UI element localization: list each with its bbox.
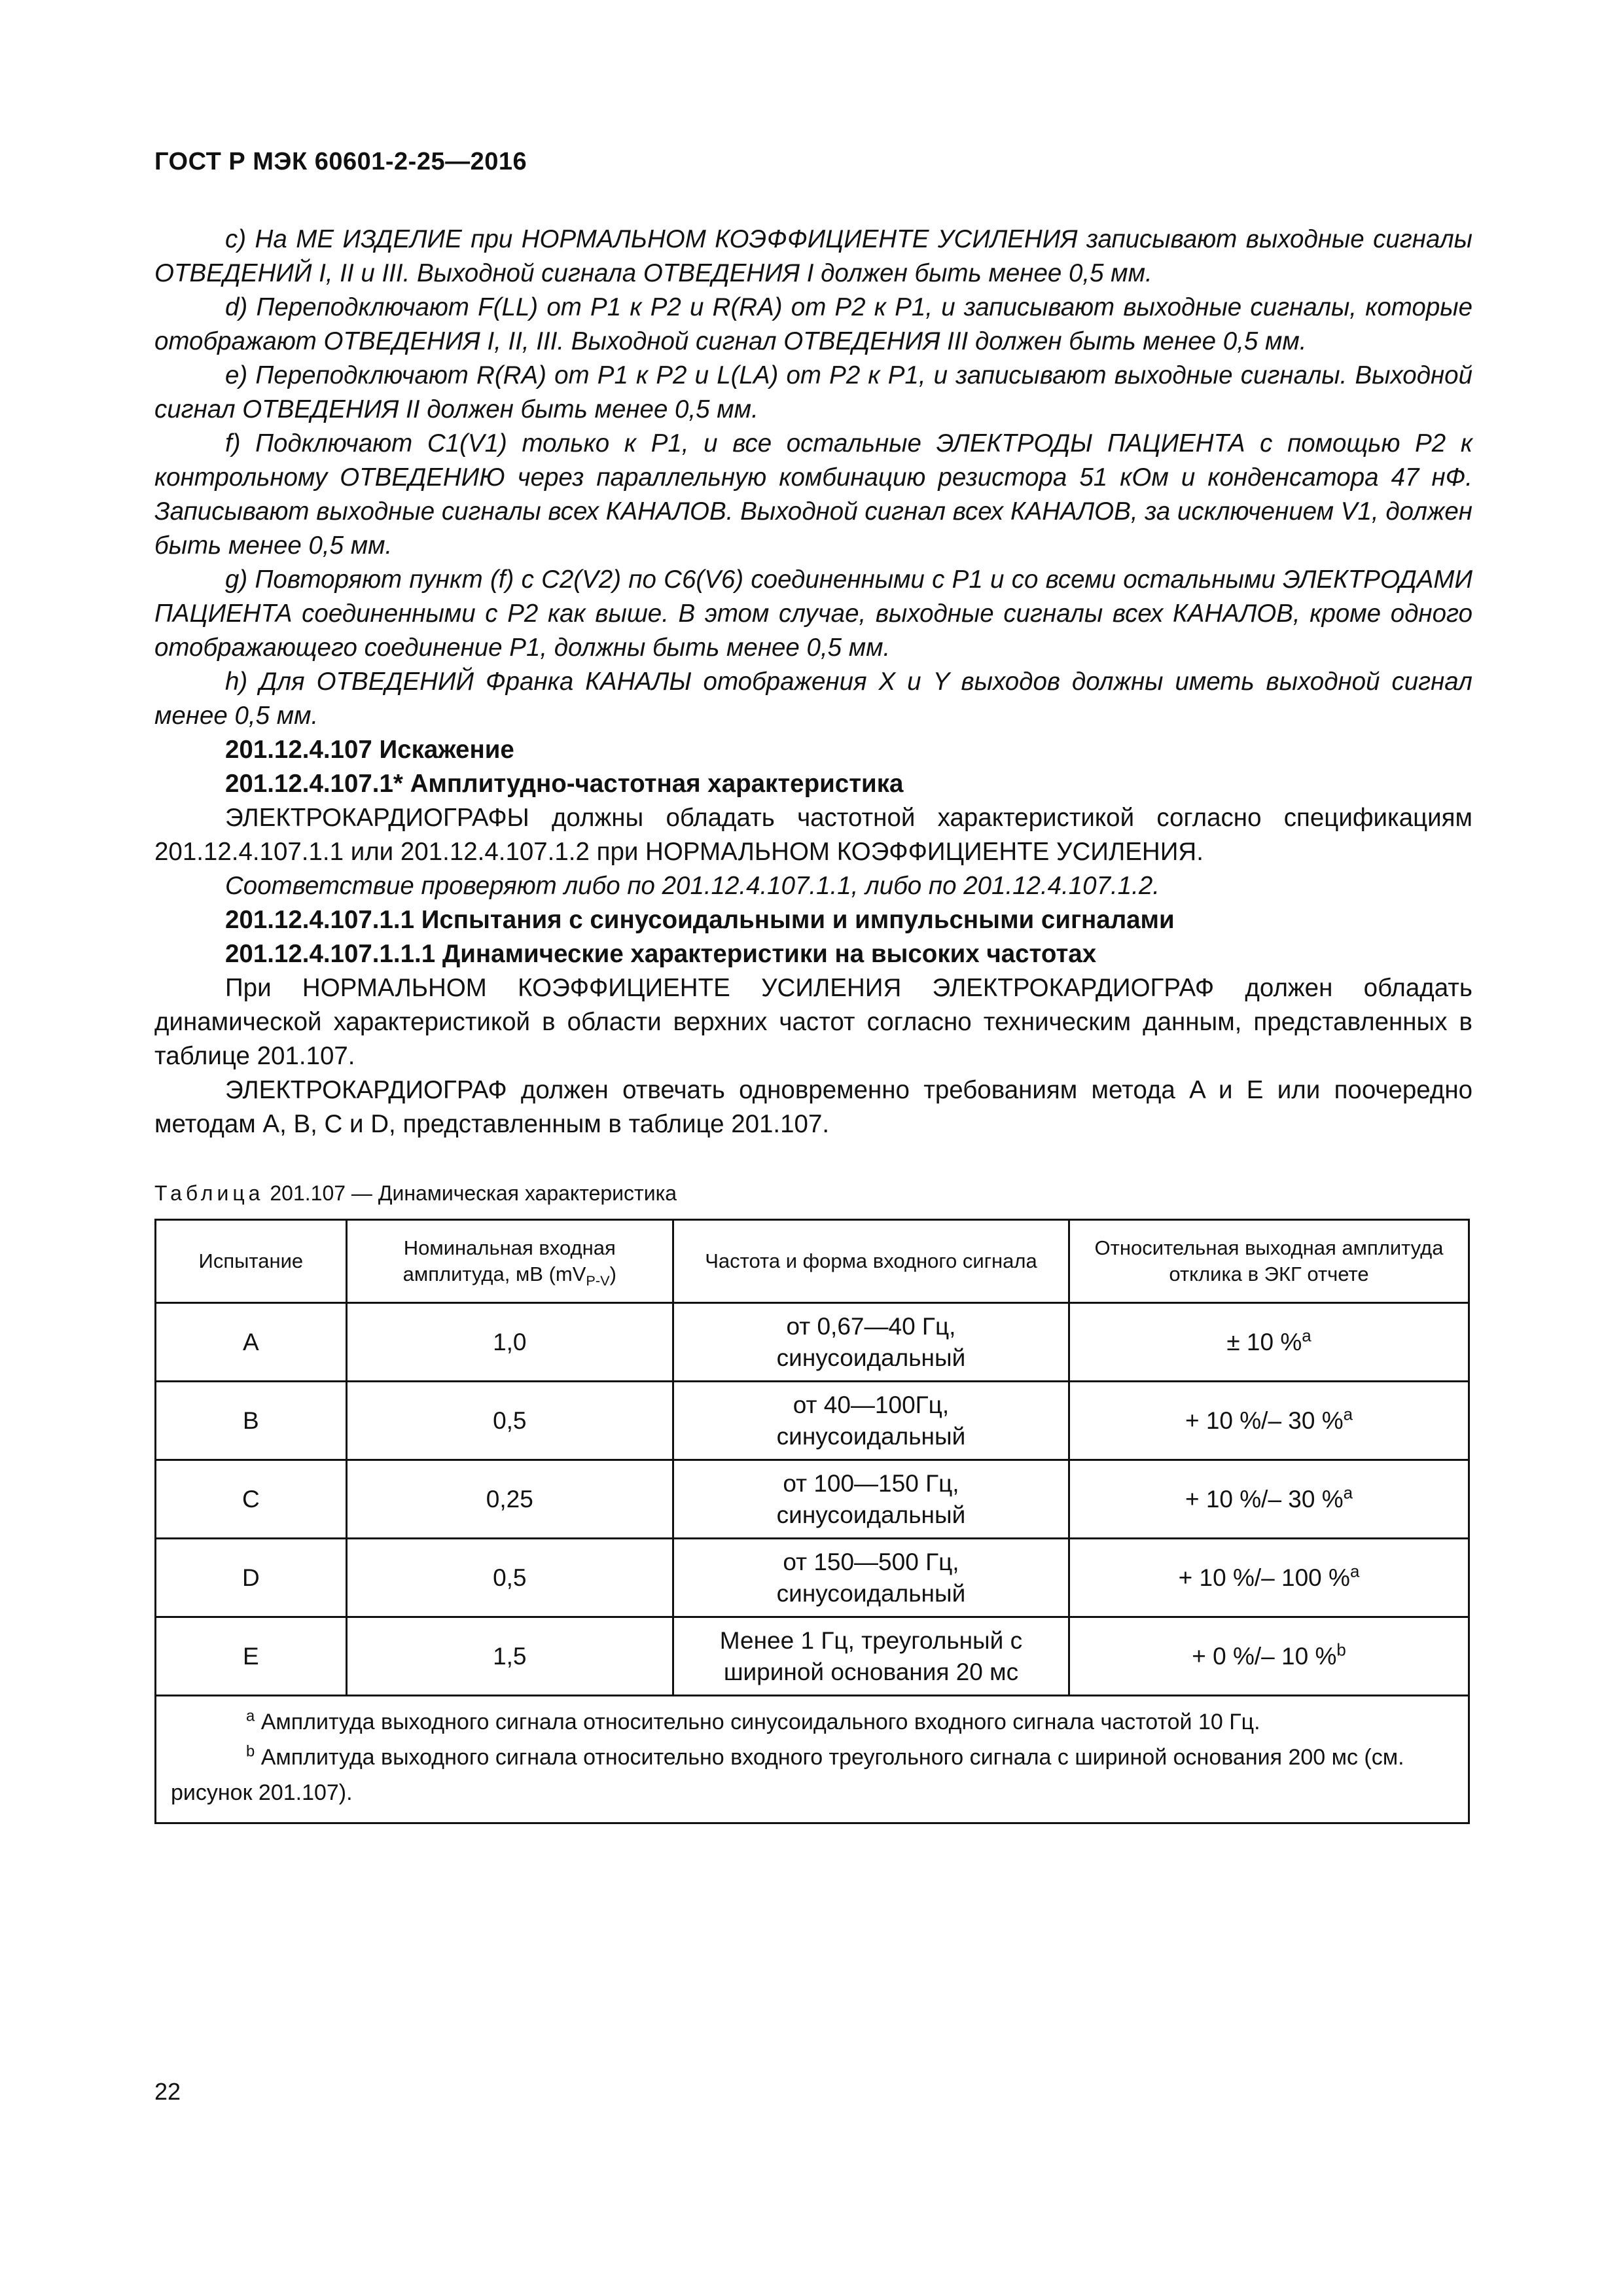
cell-response: + 10 %/– 30 %$^a$	[1069, 1460, 1469, 1539]
section-heading-distortion: 201.12.4.107 Искажение	[225, 736, 514, 764]
table-row	[156, 1539, 1469, 1617]
table-header-row	[156, 1220, 1469, 1303]
cell-test: D	[156, 1539, 347, 1617]
table-notes	[156, 1696, 1469, 1823]
cell-amplitude: 1,5	[346, 1617, 673, 1696]
cell-response: + 10 %/– 100 %$^a$	[1069, 1539, 1469, 1617]
table-row	[156, 1303, 1469, 1382]
item-f: f) Подключают C1(V1) только к P1, и все остальные ЭЛЕКТРОДЫ ПАЦИЕНТА с помощью P2 к контрольному ОТВЕДЕНИЮ через параллельную комбинацию резистора 51 кОм и конденсатора 47 нФ. Записывают выходные сигналы всех КАНАЛОВ. Выходной сигнал всех КАНАЛОВ, за исключением V1, должен быть менее 0,5 мм.	[154, 429, 1472, 560]
table-caption-prefix: Таблица	[154, 1181, 264, 1205]
cell-response: + 0 %/– 10 %$^b$	[1069, 1617, 1469, 1696]
section-heading-frequency-response: 201.12.4.107.1* Амплитудно-частотная характеристика	[225, 770, 904, 798]
cell-test: A	[156, 1303, 347, 1382]
cell-frequency: Менее 1 Гц, треугольный с шириной основания 20 мс	[673, 1617, 1069, 1696]
table-row	[156, 1460, 1469, 1539]
cell-test: B	[156, 1382, 347, 1460]
footnote-b: $^b$ Амплитуда выходного сигнала относительно входного треугольного сигнала с шириной основания 200 мс (см. рисунок 201.107).	[171, 1742, 1404, 1805]
cell-test: C	[156, 1460, 347, 1539]
header-amplitude: Номинальная входная амплитуда, мВ $(mV_{P-V})$	[346, 1220, 673, 1303]
methods-paragraph: ЭЛЕКТРОКАРДИОГРАФ должен отвечать одновременно требованиям метода A и E или поочередно методам A, B, C и D, представленным в таблице 201.107.	[154, 1076, 1472, 1138]
item-g: g) Повторяют пункт (f) с C2(V2) по C6(V6) соединенными с P1 и со всеми остальными ЭЛЕКТРОДАМИ ПАЦИЕНТА соединенными с P2 как выше. В этом случае, выходные сигналы всех КАНАЛОВ, кроме одного отображающего соединение P1, должны быть менее 0,5 мм.	[154, 565, 1472, 662]
cell-frequency: от 0,67—40 Гц, синусоидальный	[673, 1303, 1069, 1382]
cell-frequency: от 40—100Гц, синусоидальный	[673, 1382, 1069, 1460]
table-caption-title: 201.107 — Динамическая характеристика	[264, 1181, 677, 1205]
item-h: h) Для ОТВЕДЕНИЙ Франка КАНАЛЫ отображения X и Y выходов должны иметь выходной сигнал менее 0,5 мм.	[154, 668, 1472, 730]
section-heading-dynamic: 201.12.4.107.1.1.1 Динамические характеристики на высоких частотах	[225, 940, 1097, 968]
table-caption	[154, 1181, 677, 1206]
table-notes-row	[156, 1696, 1469, 1823]
cell-test: E	[156, 1617, 347, 1696]
dynamic-characteristic-table	[154, 1219, 1470, 1824]
item-c: c) На МЕ ИЗДЕЛИЕ при НОРМАЛЬНОМ КОЭФФИЦИЕНТЕ УСИЛЕНИЯ записывают выходные сигналы ОТВЕДЕНИЙ I, II и III. Выходной сигнала ОТВЕДЕНИЯ I должен быть менее 0,5 мм.	[154, 225, 1472, 287]
document-header: ГОСТ Р МЭК 60601-2-25—2016	[154, 148, 527, 175]
document-body	[154, 223, 1472, 1141]
cell-frequency: от 100—150 Гц, синусоидальный	[673, 1460, 1069, 1539]
table-row	[156, 1382, 1469, 1460]
cell-amplitude: 0,25	[346, 1460, 673, 1539]
page-number: 22	[154, 2078, 181, 2105]
table-row	[156, 1617, 1469, 1696]
header-frequency: Частота и форма входного сигнала	[673, 1220, 1069, 1303]
item-d: d) Переподключают F(LL) от P1 к P2 и R(RA) от P2 к P1, и записывают выходные сигналы, которые отображают ОТВЕДЕНИЯ I, II, III. Выходной сигнал ОТВЕДЕНИЯ III должен быть менее 0,5 мм.	[154, 293, 1472, 355]
dynamic-paragraph: При НОРМАЛЬНОМ КОЭФФИЦИЕНТЕ УСИЛЕНИЯ ЭЛЕКТРОКАРДИОГРАФ должен обладать динамической характеристикой в области верхних частот согласно техническим данным, представленных в таблице 201.107.	[154, 974, 1472, 1070]
compliance-paragraph: Соответствие проверяют либо по 201.12.4.107.1.1, либо по 201.12.4.107.1.2.	[225, 872, 1160, 900]
cell-response: + 10 %/– 30 %$^a$	[1069, 1382, 1469, 1460]
cell-amplitude: 1,0	[346, 1303, 673, 1382]
cell-frequency: от 150—500 Гц, синусоидальный	[673, 1539, 1069, 1617]
section-heading-tests: 201.12.4.107.1.1 Испытания с синусоидальными и импульсными сигналами	[225, 906, 1175, 934]
item-e: e) Переподключают R(RA) от P1 к P2 и L(LA) от P2 к P1, и записывают выходные сигналы. Выходной сигнал ОТВЕДЕНИЯ II должен быть менее 0,5 мм.	[154, 361, 1472, 423]
cell-amplitude: 0,5	[346, 1539, 673, 1617]
cell-amplitude: 0,5	[346, 1382, 673, 1460]
footnote-a: $^a$ Амплитуда выходного сигнала относительно синусоидального входного сигнала частотой 10 Гц.	[246, 1707, 1260, 1734]
header-test: Испытание	[156, 1220, 347, 1303]
cell-response: ± 10 %$^a$	[1069, 1303, 1469, 1382]
header-response: Относительная выходная амплитуда отклика в ЭКГ отчете	[1069, 1220, 1469, 1303]
requirement-paragraph: ЭЛЕКТРОКАРДИОГРАФЫ должны обладать частотной характеристикой согласно спецификациям 201.12.4.107.1.1 или 201.12.4.107.1.2 при НОРМАЛЬНОМ КОЭФФИЦИЕНТЕ УСИЛЕНИЯ.	[154, 804, 1472, 866]
